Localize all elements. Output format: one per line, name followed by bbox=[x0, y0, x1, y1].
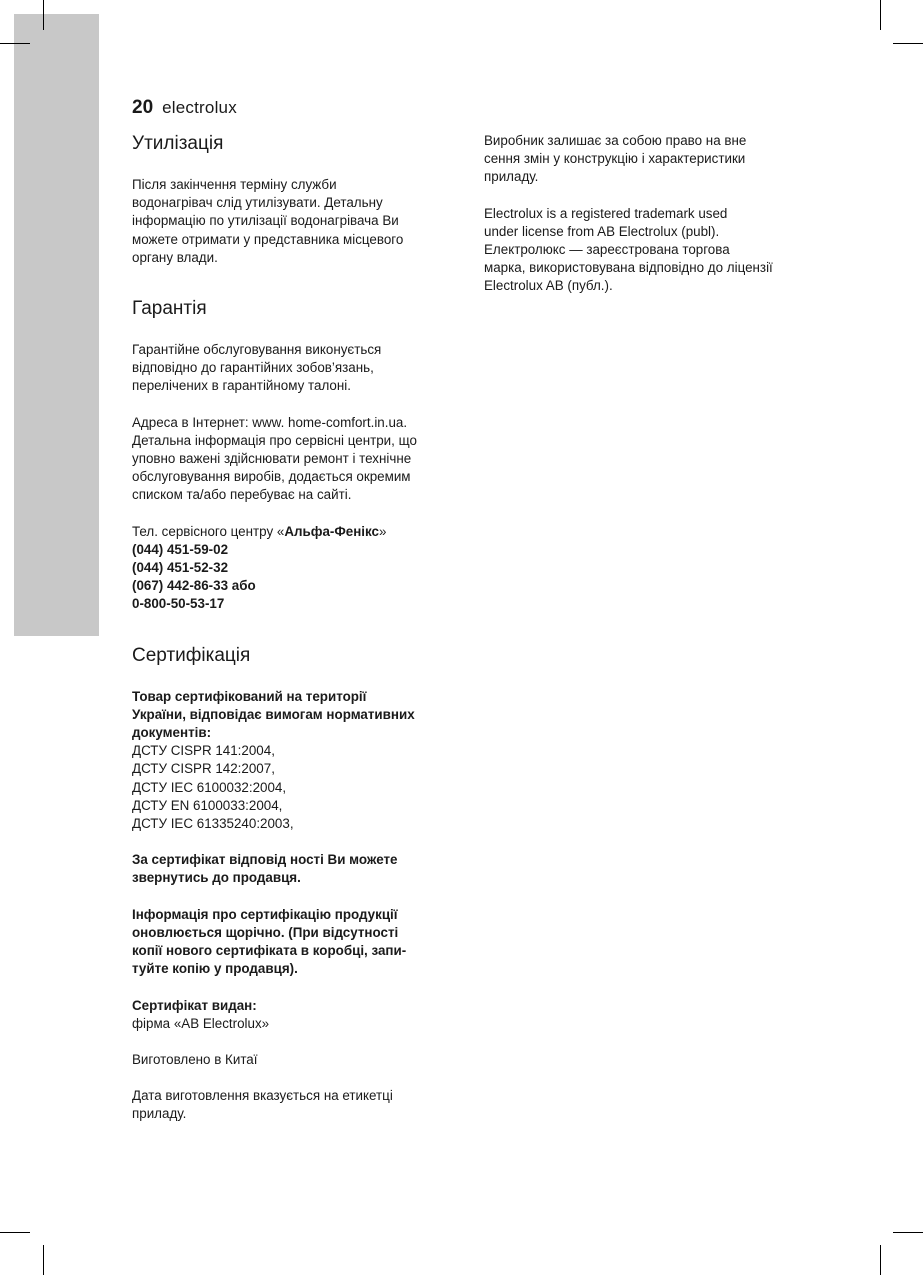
text-line: Виробник залишає за собою право на вне bbox=[484, 133, 747, 148]
text-line: Інформація про сертифікацію продукції bbox=[132, 906, 398, 922]
phone-number: (044) 451-59-02 bbox=[132, 541, 229, 557]
phone-number: (044) 451-52-32 bbox=[132, 560, 229, 576]
standard-item: ДСТУ IEC 6100032:2004, bbox=[132, 779, 287, 795]
right-column bbox=[484, 132, 814, 314]
text-line: Гарантійне обслуговування виконується bbox=[132, 342, 382, 358]
crop-mark bbox=[43, 0, 44, 30]
text-line: перелічених в гарантійному талоні. bbox=[132, 378, 351, 394]
standard-item: ДСТУ CISPR 141:2004, bbox=[132, 743, 275, 759]
certification-title: Сертифікація bbox=[132, 644, 251, 666]
text-line: приладу. bbox=[132, 1106, 187, 1122]
text-line: Детальна інформація про сервісні центри, що bbox=[132, 432, 417, 448]
text-line: копії нового сертифіката в коробці, запи- bbox=[132, 943, 407, 959]
certification-standards bbox=[132, 688, 462, 834]
standard-item: ДСТУ CISPR 142:2007, bbox=[132, 761, 275, 777]
service-center-name: Альфа-Фенікс bbox=[284, 523, 380, 539]
text-line: оновлюється щорічно. (При відсутності bbox=[132, 924, 399, 940]
left-column bbox=[132, 132, 462, 1142]
text-line: приладу. bbox=[484, 169, 539, 185]
issued-label: Сертифікат видан: bbox=[132, 997, 257, 1013]
manufacture-date-info bbox=[132, 1087, 462, 1123]
issued-by: фірма «AB Electrolux» bbox=[132, 1015, 270, 1031]
text-line: Electrolux AB (публ.). bbox=[484, 278, 613, 294]
text-line: Electrolux is a registered trademark used bbox=[484, 205, 728, 221]
crop-mark bbox=[893, 43, 923, 44]
phone-number: 0-800-50-53-17 bbox=[132, 596, 225, 612]
service-intro: Тел. сервісного центру « bbox=[132, 523, 285, 539]
certificate-issuer bbox=[132, 997, 462, 1033]
page-header bbox=[132, 97, 237, 119]
text-line: уповно важені здійснювати ремонт і технічне bbox=[132, 451, 412, 467]
page-number: 20 bbox=[132, 97, 154, 118]
text-line: Виготовлено в Китаї bbox=[132, 1051, 258, 1067]
standard-item: ДСТУ EN 6100033:2004, bbox=[132, 797, 283, 813]
text-line: Адреса в Інтернет: www. home-comfort.in.ua. bbox=[132, 414, 408, 430]
trademark-notice bbox=[484, 205, 814, 296]
service-intro-line bbox=[132, 523, 462, 541]
side-tab-bar bbox=[14, 14, 99, 636]
text-line: Після закінчення терміну служби bbox=[132, 177, 337, 192]
crop-mark bbox=[43, 1245, 44, 1275]
text-line: органу влади. bbox=[132, 249, 218, 265]
disposal-paragraph bbox=[132, 176, 462, 267]
text-line: Товар сертифікований на території bbox=[132, 688, 367, 704]
text-line: можете отримати у представника місцевого bbox=[132, 231, 404, 247]
warranty-website-paragraph bbox=[132, 414, 462, 505]
made-in bbox=[132, 1051, 462, 1069]
warranty-paragraph bbox=[132, 341, 462, 396]
text-line: Дата виготовлення вказується на етикетці bbox=[132, 1088, 393, 1104]
crop-mark bbox=[0, 43, 30, 44]
text-line: марка, використовувана відповідно до ліцензії bbox=[484, 260, 773, 276]
text-line: списком та/або перебуває на сайті. bbox=[132, 487, 352, 503]
crop-mark bbox=[0, 1232, 30, 1233]
certification-responsibility bbox=[132, 851, 462, 887]
crop-mark bbox=[880, 0, 881, 30]
text-line: За сертифікат відповід ності Ви можете bbox=[132, 852, 398, 868]
text-line: обслуговування виробів, додається окремим bbox=[132, 469, 411, 485]
text-line: сення змін у конструкцію і характеристики bbox=[484, 151, 746, 167]
text-line: туйте копію у продавця). bbox=[132, 961, 298, 977]
text-line: водонагрівач слід утилізувати. Детальну bbox=[132, 195, 383, 211]
text-line: звернутись до продавця. bbox=[132, 870, 301, 886]
service-intro-end: » bbox=[379, 523, 387, 539]
text-line: відповідно до гарантійних зобов’язань, bbox=[132, 360, 374, 376]
phone-number: (067) 442-86-33 або bbox=[132, 578, 256, 594]
text-line: Електролюкс — зареєстрована торгова bbox=[484, 242, 730, 258]
service-phones bbox=[132, 523, 462, 614]
text-line: інформацію по утилізації водонагрівача Ви bbox=[132, 213, 399, 229]
manufacturer-rights bbox=[484, 132, 814, 187]
text-line: України, відповідає вимогам нормативних bbox=[132, 706, 415, 722]
text-line: документів: bbox=[132, 725, 212, 741]
brand-logo-text: electrolux bbox=[162, 98, 237, 117]
standard-item: ДСТУ IEC 61335240:2003, bbox=[132, 816, 294, 832]
disposal-title: Утилізація bbox=[132, 133, 224, 154]
crop-mark bbox=[893, 1232, 923, 1233]
certification-update-info bbox=[132, 906, 462, 979]
warranty-title: Гарантія bbox=[132, 298, 207, 320]
crop-mark bbox=[880, 1245, 881, 1275]
text-line: under license from AB Electrolux (publ). bbox=[484, 223, 720, 239]
